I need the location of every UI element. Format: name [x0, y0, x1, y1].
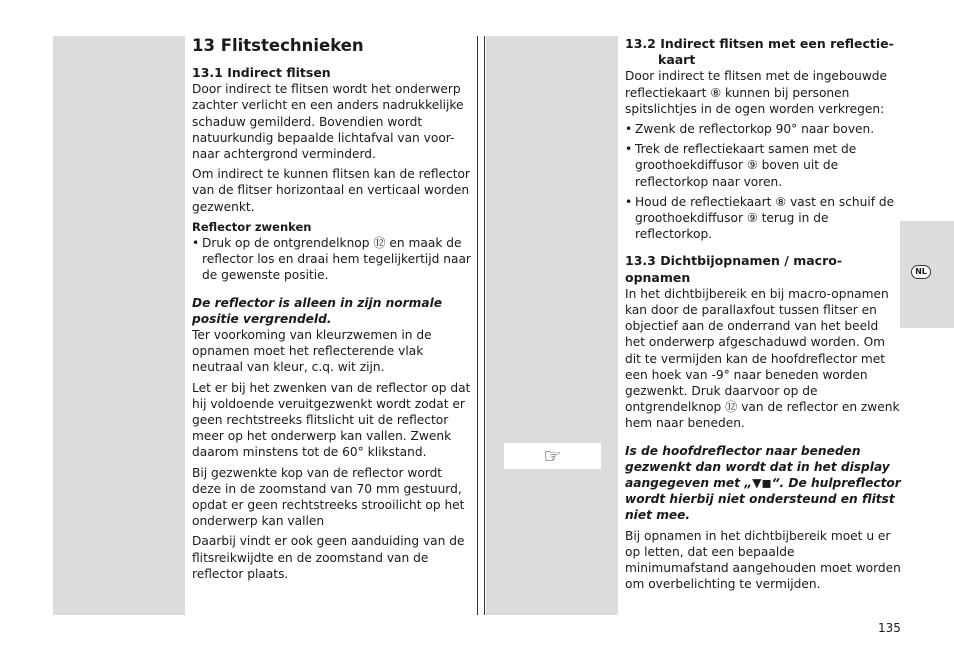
list-item: • Houd de reflectiekaart ⑧ vast en schuif de groothoekdiffusor ⑨ terug in de reflectorkop. [625, 194, 901, 243]
warning-text: De reflector is alleen in zijn normale positie vergrendeld. [192, 295, 443, 326]
paragraph: Bij opnamen in het dichtbijbereik moet u er op letten, dat een bepaalde minimumafstand aangehouden moet worden om overbelichting te vermijden. [625, 528, 901, 592]
list-item: • Zwenk de reflectorkop 90° naar boven. [625, 121, 901, 137]
column-divider-left [477, 36, 478, 615]
paragraph: Door indirect te flitsen wordt het onderwerp zachter verlicht en een anders nadrukkelijke schaduw gemilderd. Bovendien wordt natuurkundig bepaalde lichtafval van voor- naar achtergrond verminderd. [192, 82, 464, 162]
margin-gray-middle [486, 36, 618, 615]
language-badge: NL [911, 265, 931, 279]
paragraph: Door indirect te flitsen met de ingebouwde reflectiekaart ⑧ kunnen bij personen spitslichtjes in de ogen worden verkregen: [625, 69, 888, 116]
list-item: • Trek de reflectiekaart samen met de groothoekdiffusor ⑨ boven uit de reflectorkop naar voren. [625, 141, 901, 190]
section-heading-13-3: 13.3 Dichtbijopnamen / macro-opnamen [625, 253, 843, 285]
subheading-reflector-zwenken: Reflector zwenken [192, 219, 312, 234]
macro-reflector-icon: ▼◼ [752, 476, 772, 491]
section-heading-13-2: 13.2 Indirect flitsen met een reflectie- [625, 36, 894, 51]
bullet-list [625, 121, 901, 242]
paragraph: Let er bij het zwenken van de reflector op dat hij voldoende veruitgezwenkt wordt zodat er geen rechtstreeks flitslicht uit de reflector meer op het onderwerp kan vallen. Zwenk daarom minstens tot de 60° klikstand. [192, 380, 471, 460]
section-heading-13-2-cont: kaart [658, 52, 696, 68]
right-column [625, 36, 901, 593]
paragraph: In het dichtbijbereik en bij macro-opnamen kan door de parallaxfout tussen flitser en objectief aan de onderrand van het beeld het onderwerp afgeschaduwd worden. Om dit te vermijden kan de hoofdreflector met een hoek van -9° naar beneden worden gezwenkt. Druk daarvoor op de ontgrendelknop ⑫ van de reflector en zwenk hem naar beneden. [625, 286, 900, 431]
paragraph: Ter voorkoming van kleurzwemen in de opnamen moet het reflecterende vlak neutraal van kleur, c.q. wit zijn. [192, 328, 432, 375]
left-column [192, 36, 472, 582]
chapter-title: 13 Flitstechnieken [192, 36, 364, 55]
margin-gray-left [53, 36, 185, 615]
bullet-list [192, 235, 472, 284]
paragraph: Om indirect te kunnen flitsen kan de reflector van de flitser horizontaal en verticaal worden gezwenkt. [192, 167, 470, 214]
pointing-hand-icon: ☞ [504, 443, 601, 469]
paragraph: Daarbij vindt er ook geen aanduiding van de flitsreikwijdte en de zoomstand van de reflector plaats. [192, 534, 465, 581]
column-divider-right [484, 36, 485, 615]
section-heading-13-1: 13.1 Indirect flitsen [192, 65, 331, 80]
page-number: 135 [878, 621, 901, 635]
warning-text: Is de hoofdreflector naar beneden gezwenkt dan wordt dat in het display aangegeven met „▼◼“. De hulpreflector wordt hierbij niet ondersteund en flitst niet mee. [625, 443, 901, 523]
list-item: • Druk op de ontgrendelknop ⑫ en maak de reflector los en draai hem tegelijkertijd naar de gewenste positie. [192, 235, 472, 284]
paragraph: Bij gezwenkte kop van de reflector wordt deze in de zoomstand van 70 mm gestuurd, opdat er geen rechtstreeks strooilicht op het onderwerp kan vallen [192, 465, 465, 529]
